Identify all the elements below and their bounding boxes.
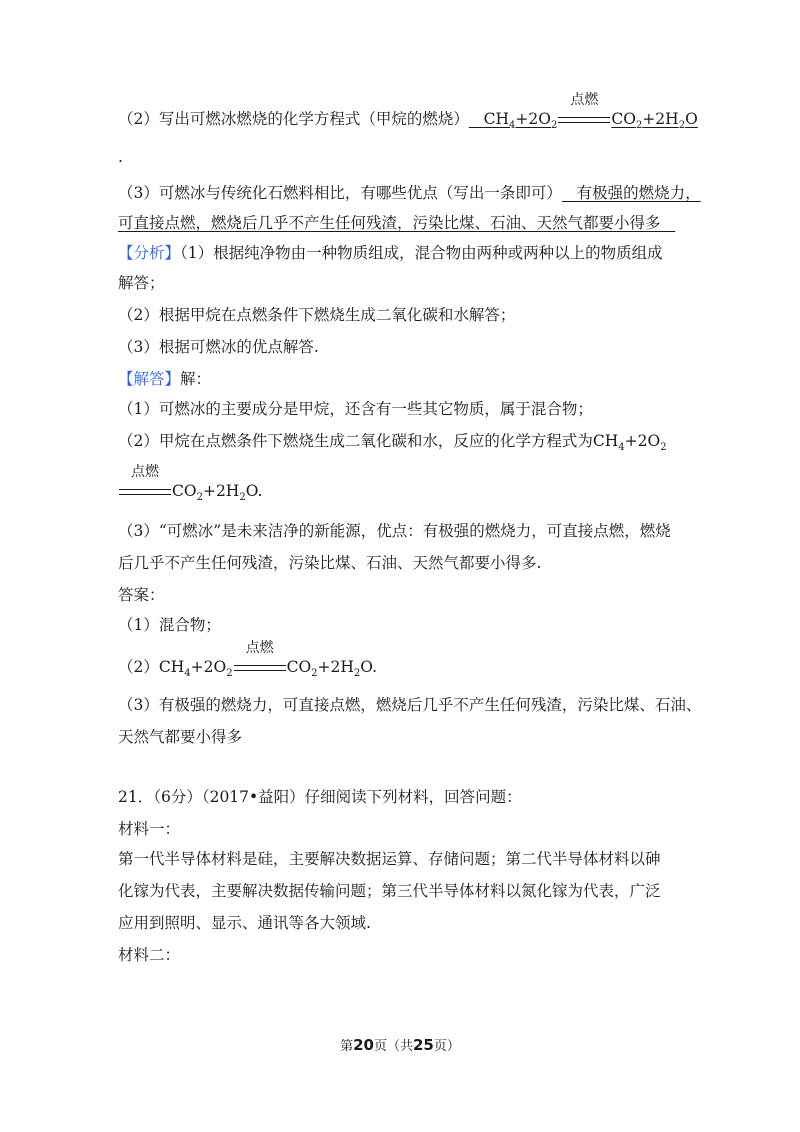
eq-sub: 2 bbox=[311, 668, 318, 680]
eq-sub: 2 bbox=[196, 492, 203, 504]
eq-sub: 4 bbox=[618, 442, 625, 454]
material1-line-c bbox=[118, 912, 371, 934]
eq-rhs-co: CO bbox=[172, 482, 197, 500]
answer-line-3a bbox=[118, 694, 701, 716]
answer-2-prefix: （2） bbox=[118, 658, 159, 676]
eq-sub: 2 bbox=[678, 120, 686, 132]
reaction-condition: 点燃 bbox=[570, 92, 599, 108]
eq-lhs-o2: +2O bbox=[515, 110, 551, 128]
material1-line-b bbox=[118, 880, 661, 902]
analysis-line-1 bbox=[118, 242, 663, 264]
eq-lhs-ch: CH bbox=[483, 110, 510, 128]
eq-rhs-o: O bbox=[360, 658, 373, 676]
answer-text-3a: （3）有极强的燃烧力，可直接点燃，燃烧后几乎不产生任何残渣，污染比煤、石油、 bbox=[118, 696, 702, 714]
answer-head bbox=[118, 584, 165, 606]
q3-prompt: （3）可燃冰与传统化石燃料相比，有哪些优点（写出一条即可） bbox=[118, 184, 562, 202]
q3-line-2 bbox=[118, 212, 675, 234]
page-number: 20 bbox=[353, 1036, 374, 1054]
eq-sub: 2 bbox=[226, 668, 233, 680]
answer-label: 答案： bbox=[118, 586, 165, 604]
analysis-text-1: （1）根据纯净物由一种物质组成，混合物由两种或两种以上的物质组成 bbox=[180, 244, 663, 262]
q3-answer-text-1: 有极强的燃烧力， bbox=[576, 184, 701, 202]
material1-text-b: 化镓为代表，主要解决数据传输问题；第三代半导体材料以氮化镓为代表，广泛 bbox=[118, 882, 661, 900]
double-bar bbox=[234, 665, 286, 671]
q21-heading: 21．（6分）（2017•益阳）仔细阅读下列材料，回答问题： bbox=[118, 788, 522, 806]
analysis-line-3 bbox=[118, 336, 319, 358]
eq-lhs-ch: CH bbox=[592, 432, 619, 450]
material1-text-c: 应用到照明、显示、通讯等各大领域. bbox=[118, 914, 371, 932]
q21-head bbox=[118, 786, 522, 808]
reaction-arrow bbox=[233, 640, 287, 678]
q3-line-1 bbox=[118, 182, 701, 204]
eq-sub: 2 bbox=[550, 120, 558, 132]
eq-lhs-o2: +2O bbox=[190, 658, 227, 676]
eq-rhs-o: O bbox=[245, 482, 258, 500]
answer-line-1 bbox=[118, 614, 221, 636]
q3-answer-part1 bbox=[562, 184, 701, 202]
analysis-tag: 【分析】 bbox=[118, 244, 181, 262]
answer-text-3b: 天然气都要小得多 bbox=[118, 728, 243, 746]
solution-text-3a: （3）“可燃冰”是未来洁净的新能源，优点：有极强的燃烧力，可直接点燃，燃烧 bbox=[118, 522, 671, 540]
material1-text-a: 第一代半导体材料是硅，主要解决数据运算、存储问题；第二代半导体材料以砷 bbox=[118, 850, 661, 868]
analysis-line-2 bbox=[118, 304, 515, 326]
eq-sub: 2 bbox=[353, 668, 361, 680]
eq-rhs-co: CO bbox=[611, 110, 636, 128]
solution-text-3b: 后几乎不产生任何残渣，污染比煤、石油、天然气都要小得多. bbox=[118, 554, 542, 572]
q3-answer-part2: 可直接点燃，燃烧后几乎不产生任何残渣，污染比煤、石油、天然气都要小得多 bbox=[118, 214, 661, 232]
period: . bbox=[372, 658, 378, 676]
material1-label: 材料一： bbox=[118, 820, 181, 838]
reaction-condition: 点燃 bbox=[131, 464, 159, 480]
q2-line bbox=[118, 92, 698, 137]
eq-rhs-h: +2H bbox=[642, 110, 679, 128]
solution-line-2b bbox=[118, 464, 263, 509]
eq-sub: 4 bbox=[184, 668, 191, 680]
eq-lhs-ch: CH bbox=[158, 658, 185, 676]
eq-sub: 2 bbox=[660, 442, 667, 454]
material2-label-line bbox=[118, 944, 180, 966]
analysis-text-3: （3）根据可燃冰的优点解答. bbox=[118, 338, 319, 356]
eq-sub: 4 bbox=[509, 120, 516, 132]
q2-answer-equation bbox=[469, 92, 698, 132]
material1-line-a bbox=[118, 848, 661, 870]
material1-label-line bbox=[118, 818, 180, 840]
material2-label: 材料二： bbox=[118, 946, 181, 964]
reaction-condition: 点燃 bbox=[245, 640, 274, 656]
eq-rhs-o: O bbox=[685, 110, 698, 128]
q2-prompt: （2）写出可燃冰燃烧的化学方程式（甲烷的燃烧） bbox=[118, 110, 469, 128]
solution-line-3b bbox=[118, 552, 541, 574]
solution-tag: 【解答】 bbox=[118, 370, 181, 388]
solution-head bbox=[118, 368, 211, 390]
eq-lhs-o2: +2O bbox=[624, 432, 661, 450]
solution-text-1: （1）可燃冰的主要成分是甲烷，还含有一些其它物质，属于混合物； bbox=[118, 400, 593, 418]
answer-line-2 bbox=[118, 640, 378, 685]
period-line bbox=[118, 146, 123, 168]
reaction-arrow bbox=[118, 464, 172, 502]
footer-mid: 页（共 bbox=[373, 1039, 413, 1054]
footer-post: 页） bbox=[433, 1039, 460, 1054]
eq-rhs-h: +2H bbox=[202, 482, 240, 500]
solution-line-1 bbox=[118, 398, 593, 420]
eq-rhs-h: +2H bbox=[317, 658, 354, 676]
double-bar bbox=[558, 117, 610, 123]
page-footer bbox=[0, 1035, 800, 1054]
period: . bbox=[257, 482, 263, 500]
analysis-text-2: （2）根据甲烷在点燃条件下燃烧生成二氧化碳和水解答； bbox=[118, 306, 516, 324]
reaction-arrow bbox=[557, 92, 611, 130]
analysis-line-1b bbox=[118, 272, 165, 294]
solution-line-3a bbox=[118, 520, 671, 542]
page-total: 25 bbox=[413, 1036, 434, 1054]
answer-line-3b bbox=[118, 726, 242, 748]
solution-line-2 bbox=[118, 430, 667, 459]
solution-text-2: （2）甲烷在点燃条件下燃烧生成二氧化碳和水，反应的化学方程式为 bbox=[118, 432, 593, 450]
solution-label: 解： bbox=[180, 370, 212, 388]
double-bar bbox=[119, 489, 171, 495]
eq-sub: 2 bbox=[635, 120, 643, 132]
footer-pre: 第 bbox=[340, 1039, 354, 1054]
eq-rhs-co: CO bbox=[286, 658, 312, 676]
period: . bbox=[118, 148, 123, 166]
analysis-text-1b: 解答； bbox=[118, 274, 165, 292]
answer-text-1: （1）混合物； bbox=[118, 616, 221, 634]
eq-sub: 2 bbox=[239, 492, 246, 504]
